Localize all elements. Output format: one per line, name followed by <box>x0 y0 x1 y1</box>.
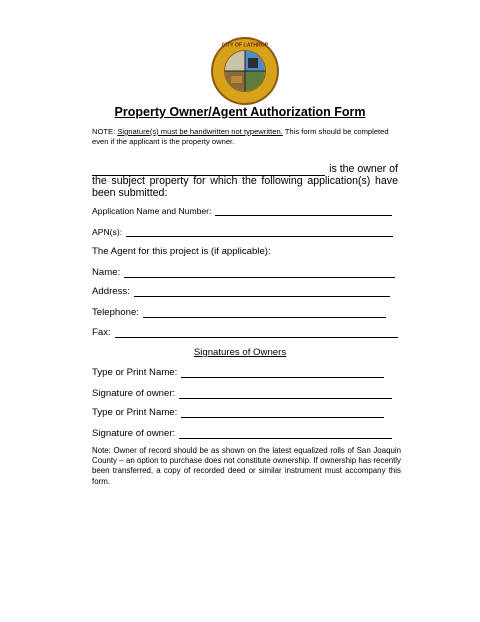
agent-address-line[interactable] <box>134 286 390 297</box>
print-name-label-2: Type or Print Name: <box>92 407 178 418</box>
signature-note <box>92 127 402 147</box>
seal-ring-text: CITY OF LATHROP <box>221 42 269 49</box>
agent-name-line[interactable] <box>124 267 395 278</box>
owner-statement-rest: the subject property for which the following application(s) have been submitted: <box>92 175 398 199</box>
agent-fax-label: Fax: <box>92 327 111 338</box>
print-name-row-1 <box>92 367 384 378</box>
agent-telephone-line[interactable] <box>143 307 386 318</box>
note-rest: This form should be completed even if the applicant is the property owner. <box>92 127 389 146</box>
note-underlined: Signature(s) must be handwritten not typewritten. <box>117 127 283 136</box>
owner-statement-line1: is the owner of <box>329 163 398 175</box>
signature-row-1 <box>92 388 392 399</box>
application-line[interactable] <box>215 205 392 216</box>
agent-heading: The Agent for this project is (if applicable): <box>92 246 271 257</box>
application-label: Application Name and Number: <box>92 206 212 216</box>
print-name-line-2[interactable] <box>181 407 384 418</box>
agent-address-row <box>92 286 390 297</box>
agent-name-label: Name: <box>92 267 121 278</box>
owner-statement <box>92 164 398 199</box>
signature-label-1: Signature of owner: <box>92 388 176 399</box>
apn-line[interactable] <box>126 226 393 237</box>
signature-line-2[interactable] <box>179 428 392 439</box>
signature-row-2 <box>92 428 392 439</box>
apn-row <box>92 226 393 237</box>
signature-line-1[interactable] <box>179 388 392 399</box>
note-prefix: NOTE: <box>92 127 118 136</box>
apn-label: APN(s): <box>92 227 123 237</box>
signature-label-2: Signature of owner: <box>92 428 176 439</box>
form-title: Property Owner/Agent Authorization Form <box>114 105 366 119</box>
city-seal-icon <box>210 36 280 106</box>
print-name-row-2 <box>92 407 384 418</box>
agent-address-label: Address: <box>92 286 130 297</box>
print-name-line-1[interactable] <box>181 367 384 378</box>
agent-fax-line[interactable] <box>115 327 398 338</box>
signatures-heading: Signatures of Owners <box>193 347 287 358</box>
agent-name-row <box>92 267 395 278</box>
application-row <box>92 205 392 216</box>
ownership-note: Note: Owner of record should be as shown on the latest equalized rolls of San Joaquin County – an option to purchase does not constitute ownership. If ownership has recently been transferred, a copy of recorded deed or similar instrument must accompany this form. <box>92 446 401 486</box>
print-name-label-1: Type or Print Name: <box>92 367 178 378</box>
agent-fax-row <box>92 327 398 338</box>
agent-telephone-label: Telephone: <box>92 307 139 318</box>
agent-telephone-row <box>92 307 386 318</box>
